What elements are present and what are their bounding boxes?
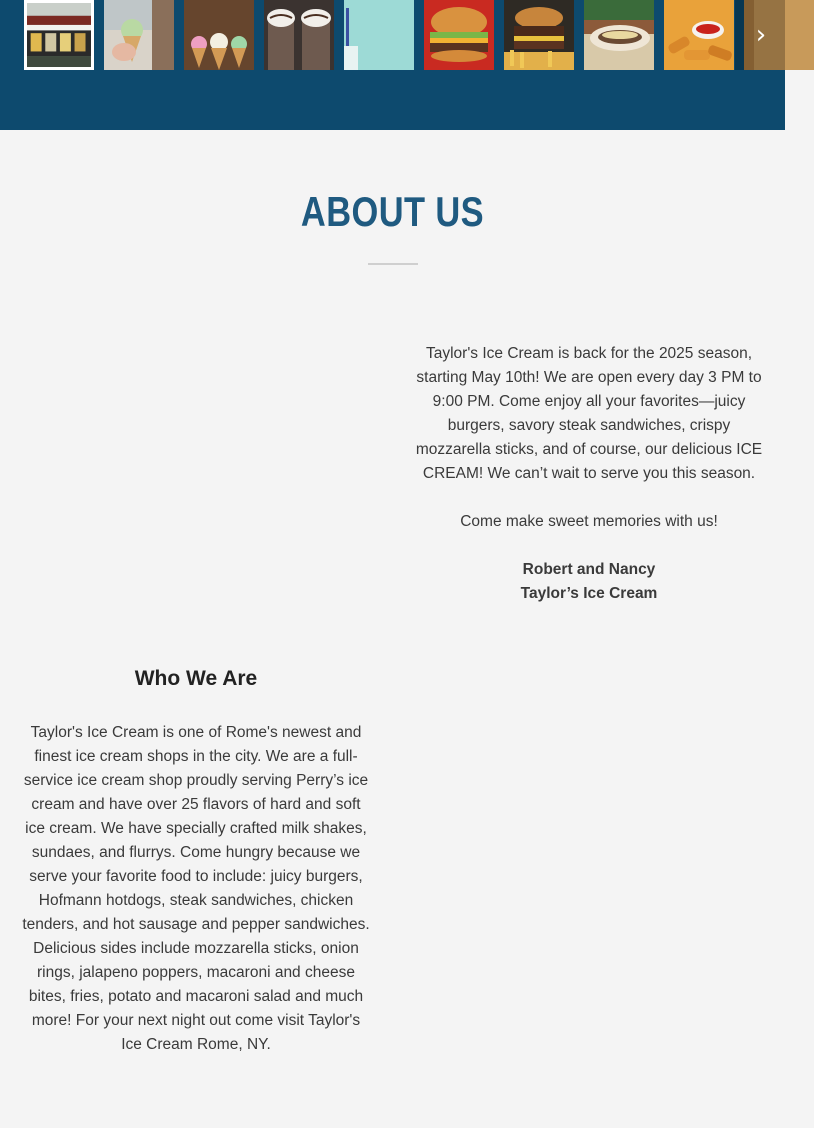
about-intro-text: Taylor's Ice Cream is back for the 2025 season, starting May 10th! We are open every day 3 PM to 9:00 PM. Come enjoy all your favorites—juicy burgers, savory steak sandwiches, crispy mozzarella sticks, and of course, our delicious ICE CREAM! We can’t wait to serve you this season.: [415, 345, 763, 482]
thumbnail-burger[interactable]: [424, 0, 494, 70]
photo-gallery: [0, 0, 785, 130]
thumbnail-milkshakes[interactable]: [264, 0, 334, 70]
thumbnail-chicken-tenders[interactable]: [664, 0, 734, 70]
about-intro-block: [414, 342, 764, 606]
thumbnail-strip: [24, 0, 767, 70]
gallery-next-button[interactable]: [735, 0, 785, 70]
signature-names: Robert and Nancy: [522, 561, 656, 578]
signature-business: Taylor’s Ice Cream: [520, 585, 658, 602]
about-memories-text: Come make sweet memories with us!: [460, 513, 718, 530]
title-divider: [368, 263, 418, 265]
who-we-are-block: [22, 664, 370, 1057]
page-title: ABOUT US: [300, 188, 485, 235]
chevron-right-icon: ›: [755, 20, 767, 50]
thumbnail-storefront[interactable]: [24, 0, 94, 70]
who-we-are-text: Taylor's Ice Cream is one of Rome's newest and finest ice cream shops in the city. We are a full-service ice cream shop proudly serving Perry’s ice cream and have over 25 flavors of hard and soft ice cream. We have specially crafted milk shakes, sundaes, and flurrys. Come hungry because we serve your favorite food to include: juicy burgers, Hofmann hotdogs, steak sandwiches, chicken tenders, and hot sausage and pepper sandwiches. Delicious sides include mozzarella sticks, onion rings, jalapeno poppers, macaroni and cheese bites, fries, potato and macaroni salad and much more! For your next night out come visit Taylor's Ice Cream Rome, NY.: [22, 724, 370, 1053]
thumbnail-three-cones[interactable]: [184, 0, 254, 70]
thumbnail-hand-holding-cone[interactable]: [104, 0, 174, 70]
thumbnail-steak-sandwich[interactable]: [584, 0, 654, 70]
thumbnail-smoothie[interactable]: [344, 0, 414, 70]
thumbnail-burger-and-fries[interactable]: [504, 0, 574, 70]
who-we-are-heading: Who We Are: [134, 667, 258, 690]
